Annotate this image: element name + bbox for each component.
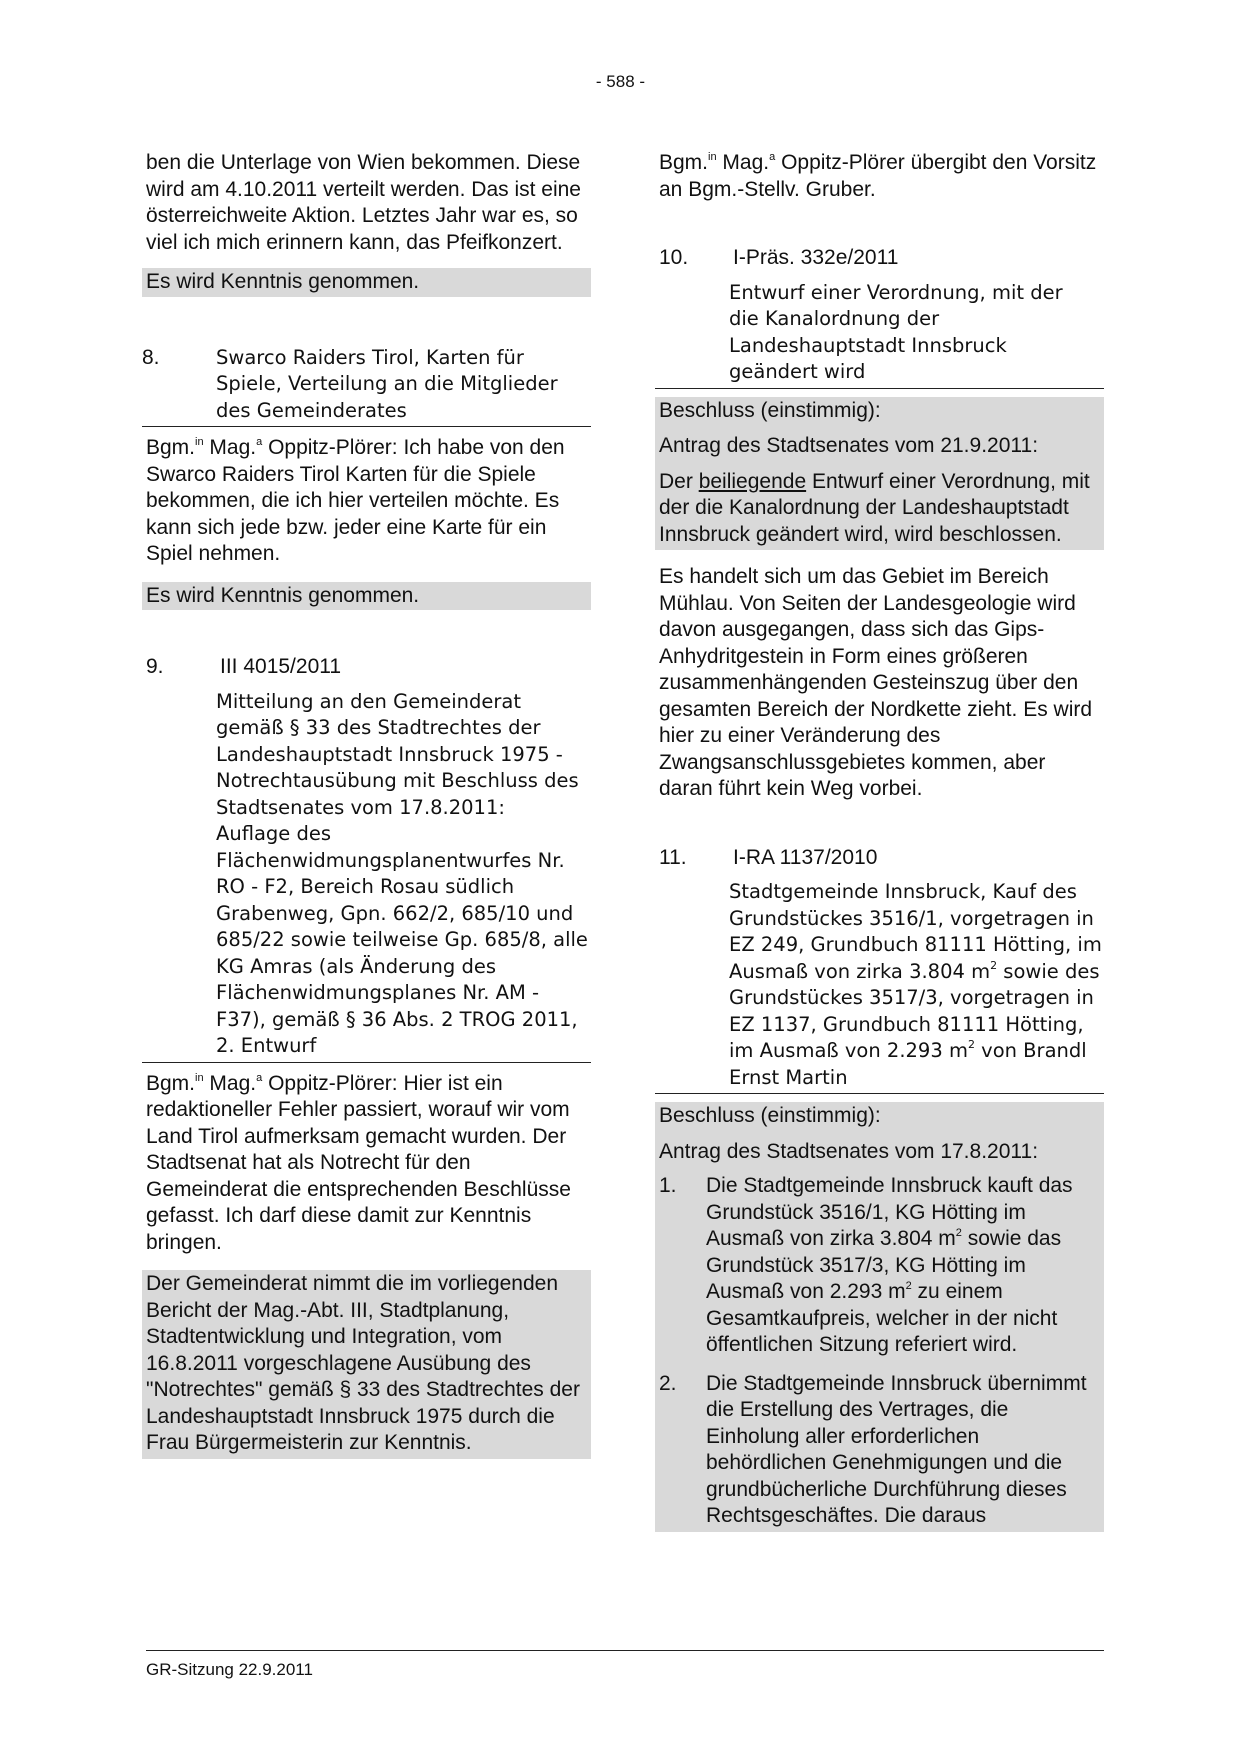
item-11-heading xyxy=(659,845,1104,872)
item-10-beschluss: Beschluss (einstimmig): xyxy=(659,398,881,422)
item-10-title-block xyxy=(655,280,1104,389)
item-8-number: 8. xyxy=(142,345,160,369)
item-11-point-2: 2. Die Stadtgemeinde Innsbruck übernimmt die Erstellung des Vertrages, die Einholung aller erforderlichen behördlichen Genehmigungen und die grundbücherliche Durchführung dieses Rechtsgeschäftes. Die daraus xyxy=(659,1371,1087,1527)
item-9-number: 9. xyxy=(146,655,164,678)
page-number: - 588 - xyxy=(595,72,646,91)
item-11-title-block xyxy=(655,879,1104,1094)
item-10-heading xyxy=(659,245,1104,272)
item-11-number: 11. xyxy=(659,845,687,869)
item-11-beschluss: Beschluss (einstimmig): xyxy=(659,1104,881,1127)
item-8-heading xyxy=(142,345,591,428)
item-10-number: 10. xyxy=(659,246,689,269)
left-column xyxy=(142,150,591,1459)
item-10-antrag: Antrag des Stadtsenates vom 21.9.2011: xyxy=(659,434,1039,457)
handover-statement: Bgm.$^{in}$ Mag.$^a$ Oppitz-Plörer übergibt den Vorsitz an Bgm.-Stellv. Gruber. xyxy=(659,151,1097,201)
item-10-decision-block xyxy=(655,397,1104,551)
item-9-decision: Der Gemeinderat nimmt die im vorliegenden Bericht der Mag.-Abt. III, Stadtplanung, Stadtentwicklung und Integration, vom 16.8.2011 vorgeschlagene Ausübung des "Notrechtes" gemäß § 33 des Stadtrechtes der Landeshauptstadt Innsbruck 1975 durch die Frau Bürgermeisterin zur Kenntnis. xyxy=(142,1270,591,1459)
beiliegende-link: beiliegende xyxy=(698,469,807,493)
item-10-title: Entwurf einer Verordnung, mit der die Kanalordnung der Landeshauptstadt Innsbruck geändert wird xyxy=(729,280,1063,383)
item-9-title-block xyxy=(142,689,591,1063)
item-9-title: Mitteilung an den Gemeinderat gemäß § 33 des Stadtrechtes der Landeshauptstadt Innsbruck 1975 - Notrechtausübung mit Beschluss des Stadtsenates vom 17.8.2011: xyxy=(216,689,579,819)
item-11-point-1: 1. Die Stadtgemeinde Innsbruck kauft das Grundstück 3516/1, KG Hötting im Ausmaß von zirka 3.804 $m^2$ sowie das Grundstück 3517/3, KG Hötting im Ausmaß von 2.293 $m^2$ zu einem Gesamtkaufpreis, welcher in der nicht öffentlichen Sitzung referiert wird. xyxy=(659,1174,1073,1356)
item-11-decision-block xyxy=(655,1102,1104,1532)
item-10-decision: Der beiliegende Entwurf einer Verordnung, mit der die Kanalordnung der Landeshauptstadt Innsbruck geändert wird, wird beschlossen. xyxy=(659,469,1090,546)
item-11-title: Stadtgemeinde Innsbruck, Kauf des Grundstückes 3516/1, vorgetragen in EZ 249, Grundbuch 81111 Hötting, im Ausmaß von zirka 3.804 $m^2$ sowie des Grundstückes 3517/3, vorgetragen in EZ 1137, Grundbuch 81111 Hötting, im Ausmaß von 2.293 $m^2$ von Brandl Ernst Martin xyxy=(729,880,1102,1089)
kenntnis-note-1: Es wird Kenntnis genommen. xyxy=(142,268,591,297)
item-8-title: Swarco Raiders Tirol, Karten für Spiele, Verteilung an die Mitglieder des Gemeinderates xyxy=(216,345,558,422)
item-8-statement: Bgm.$^{in}$ Mag.$^a$ Oppitz-Plörer: Ich habe von den Swarco Raiders Tirol Karten für die Spiele bekommen, die ich hier verteilen möchte. Es kann sich jede bzw. jeder eine Karte für ein Spiel nehmen. xyxy=(146,436,565,565)
item-9-heading xyxy=(146,654,591,681)
intro-paragraph: ben die Unterlage von Wien bekommen. Diese wird am 4.10.2011 verteilt werden. Das ist eine österreichweite Aktion. Letztes Jahr war es, so viel ich mich erinnern kann, das Pfeifkonzert. xyxy=(146,151,581,254)
right-column xyxy=(659,150,1104,1532)
item-9-title-2: Auflage des Flächenwidmungsplanentwurfes Nr. RO - F2, Bereich Rosau südlich Grabenweg, Gpn. 662/2, 685/10 und 685/22 sowie teilweise Gp. 685/8, alle KG Amras (als Änderung des Flächenwidmungsplanes Nr. AM - F37), gemäß § 36 Abs. 2 TROG 2011, 2. Entwurf xyxy=(216,822,588,1057)
footer-divider xyxy=(146,1650,1104,1651)
item-10-ref: I-Präs. 332e/2011 xyxy=(733,246,899,269)
item-11-antrag: Antrag des Stadtsenates vom 17.8.2011: xyxy=(659,1139,1039,1163)
kenntnis-note-2: Es wird Kenntnis genommen. xyxy=(142,582,591,611)
item-11-ref: I-RA 1137/2010 xyxy=(733,845,878,869)
item-10-explanation: Es handelt sich um das Gebiet im Bereich Mühlau. Von Seiten der Landesgeologie wird davon ausgegangen, dass sich das Gips-Anhydritgestein in Form eines größeren zusammenhängenden Gesteinszug über den gesamten Bereich der Nordkette zieht. Es wird hier zu einer Veränderung des Zwangsanschlussgebietes kommen, aber daran führt kein Weg vorbei. xyxy=(659,565,1093,800)
footer-session: GR-Sitzung 22.9.2011 xyxy=(146,1660,313,1679)
item-9-statement: Bgm.$^{in}$ Mag.$^a$ Oppitz-Plörer: Hier ist ein redaktioneller Fehler passiert, worauf wir vom Land Tirol aufmerksam gemacht wurden. Der Stadtsenat hat als Notrecht für den Gemeinderat die entsprechenden Beschlüsse gefasst. Ich darf diese damit zur Kenntnis bringen. xyxy=(146,1071,571,1254)
item-9-ref: III 4015/2011 xyxy=(220,655,342,678)
